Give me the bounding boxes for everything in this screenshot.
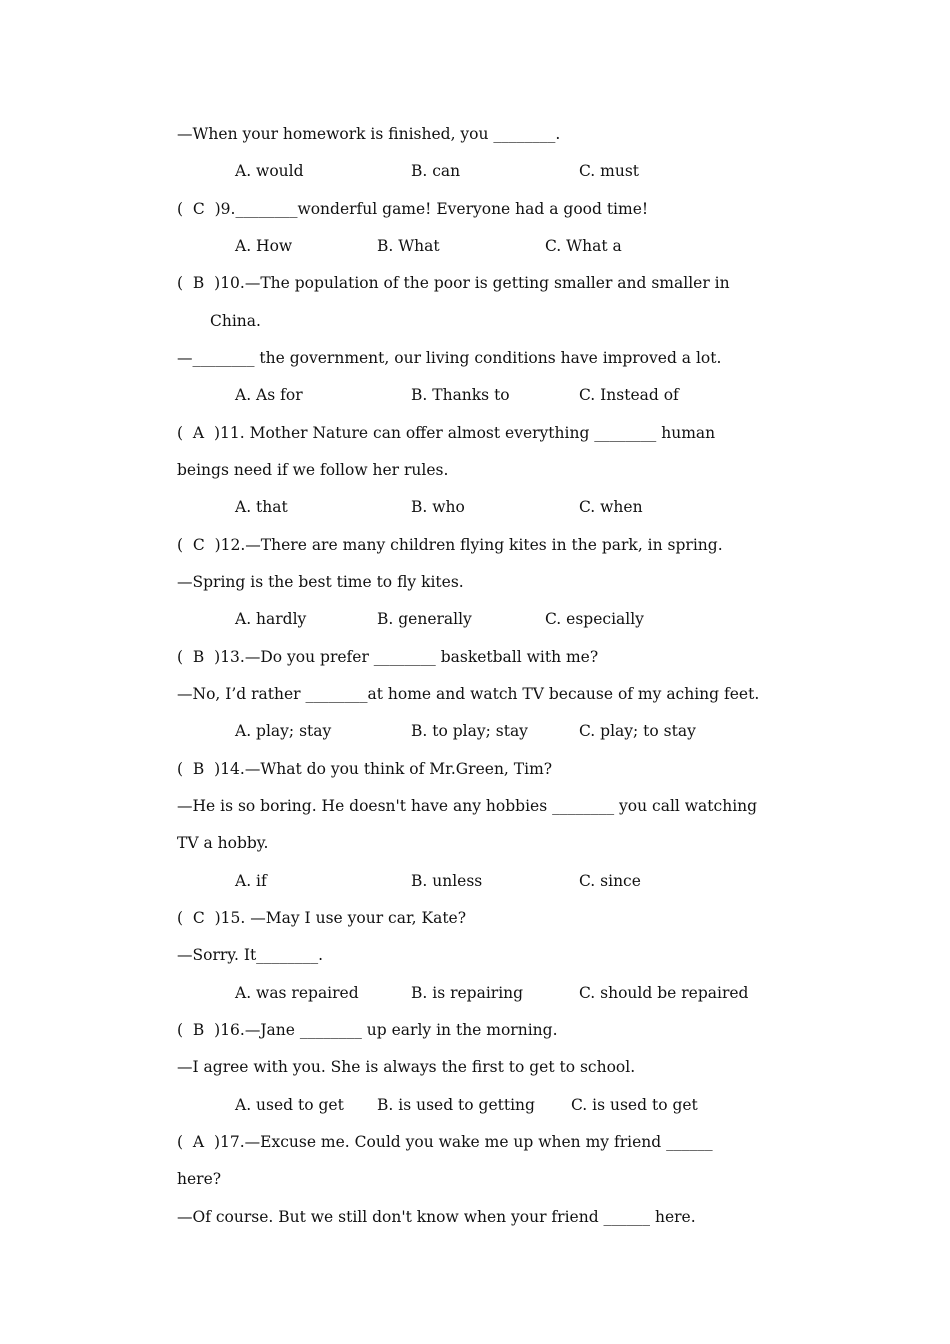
q12-option-c: C. especially xyxy=(545,610,644,628)
question-15: ( C )15. —May I use your car, Kate? xyxy=(177,909,467,927)
q15-option-b: B. is repairing xyxy=(411,984,524,1002)
question-17: ( A )17.—Excuse me. Could you wake me up when my friend ______ xyxy=(177,1133,713,1151)
question-17-cont: here? xyxy=(177,1170,222,1188)
q13-option-b: B. to play; stay xyxy=(411,722,528,740)
q9-option-b: B. What xyxy=(377,237,440,255)
q15-option-a: A. was repaired xyxy=(235,984,359,1002)
q14-option-a: A. if xyxy=(235,872,267,890)
question-10: ( B )10.—The population of the poor is getting smaller and smaller in xyxy=(177,274,730,292)
q12-option-b: B. generally xyxy=(377,610,472,628)
q13-option-c: C. play; to stay xyxy=(579,722,696,740)
q15-option-c: C. should be repaired xyxy=(579,984,749,1002)
question-13: ( B )13.—Do you prefer ________ basketball with me? xyxy=(177,648,599,666)
question-14: ( B )14.—What do you think of Mr.Green, Tim? xyxy=(177,760,553,778)
question-11: ( A )11. Mother Nature can offer almost everything ________ human xyxy=(177,424,716,442)
q9-option-a: A. How xyxy=(235,237,293,255)
question-16: ( B )16.—Jane ________ up early in the morning. xyxy=(177,1021,558,1039)
question-12: ( C )12.—There are many children flying kites in the park, in spring. xyxy=(177,536,723,554)
question-16-reply: —I agree with you. She is always the first to get to school. xyxy=(177,1058,636,1076)
q16-option-b: B. is used to getting xyxy=(377,1096,535,1114)
q9-option-c: C. What a xyxy=(545,237,622,255)
q10-option-a: A. As for xyxy=(235,386,303,404)
question-14-reply: —He is so boring. He doesn't have any hobbies ________ you call watching xyxy=(177,797,758,815)
question-9: ( C )9.________wonderful game! Everyone had a good time! xyxy=(177,200,649,218)
q10-option-b: B. Thanks to xyxy=(411,386,510,404)
q8-option-a: A. would xyxy=(235,162,304,180)
question-10-cont: China. xyxy=(210,312,261,330)
q13-option-a: A. play; stay xyxy=(235,722,332,740)
q8-option-c: C. must xyxy=(579,162,640,180)
q16-option-c: C. is used to get xyxy=(571,1096,698,1114)
question-12-reply: —Spring is the best time to fly kites. xyxy=(177,573,464,591)
question-17-reply: —Of course. But we still don't know when your friend ______ here. xyxy=(177,1208,696,1226)
q14-option-b: B. unless xyxy=(411,872,483,890)
question-11-cont: beings need if we follow her rules. xyxy=(177,461,449,479)
q11-option-b: B. who xyxy=(411,498,465,516)
q16-option-a: A. used to get xyxy=(235,1096,344,1114)
question-14-cont: TV a hobby. xyxy=(177,834,269,852)
question-13-reply: —No, I’d rather ________at home and watch TV because of my aching feet. xyxy=(177,685,760,703)
q10-option-c: C. Instead of xyxy=(579,386,679,404)
question-8-answer-line: —When your homework is finished, you ________. xyxy=(177,125,561,143)
q14-option-c: C. since xyxy=(579,872,641,890)
q11-option-c: C. when xyxy=(579,498,643,516)
q11-option-a: A. that xyxy=(235,498,288,516)
q12-option-a: A. hardly xyxy=(235,610,307,628)
q8-option-b: B. can xyxy=(411,162,461,180)
question-10-reply: —________ the government, our living conditions have improved a lot. xyxy=(177,349,722,367)
question-15-reply: —Sorry. It________. xyxy=(177,946,324,964)
